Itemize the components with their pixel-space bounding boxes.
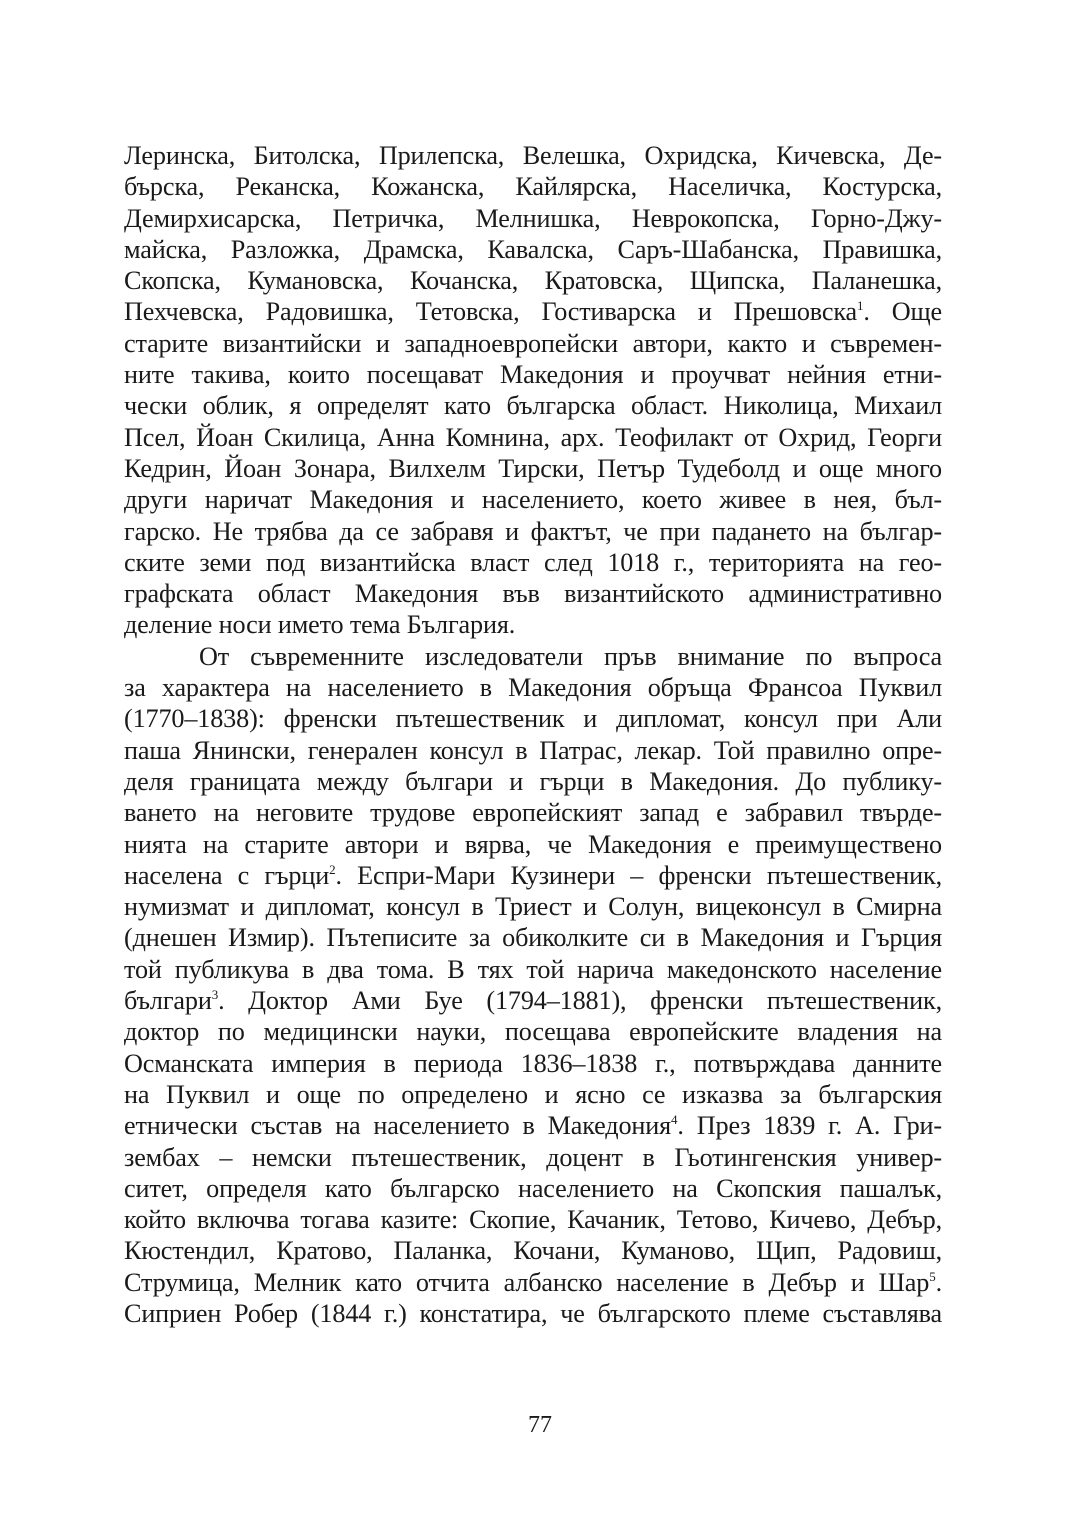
footnote-ref-4[interactable]: 4 — [671, 1112, 678, 1128]
text-segment: . През 1839 г. А. Гри- — [677, 1111, 942, 1141]
text-segment: . Еспри-Мари Кузинери – френски пътешественик, — [335, 860, 942, 890]
text-line — [124, 296, 942, 327]
text-line: Псел, Йоан Скилица, Анна Комнина, арх. Теофилакт от Охрид, Георги — [124, 422, 942, 452]
footnote-ref-1[interactable]: 1 — [857, 298, 864, 314]
text-line: Кедрин, Йоан Зонара, Вилхелм Тирски, Петър Тудеболд и още много — [124, 453, 942, 483]
text-segment: българи — [124, 986, 212, 1016]
text-line — [124, 1110, 942, 1141]
text-segment: етнически състав на населението в Македония — [124, 1111, 672, 1141]
text-segment: населена с гърци — [124, 860, 330, 890]
text-line: Кюстендил, Кратово, Паланка, Кочани, Куманово, Щип, Радовиш, — [124, 1236, 942, 1266]
footnote-ref-3[interactable]: 3 — [211, 987, 219, 1003]
text-line: за характера на населението в Македония обръща Франсоа Пуквил — [124, 673, 942, 703]
text-line: деление носи името тема България. — [124, 610, 516, 640]
text-line: доктор по медицински науки, посещава европейските владения на — [124, 1017, 942, 1047]
text-line: графската област Македония във византийското административно — [124, 579, 942, 609]
text-line: той публикува в два тома. В тях той нарича македонското население — [124, 954, 942, 984]
text-line: От съвременните изследователи пръв внимание по въпроса — [199, 641, 942, 671]
paragraph-2 — [124, 641, 942, 1330]
text-line: Леринска, Битолска, Прилепска, Велешка, Охридска, Кичевска, Де- — [124, 141, 942, 170]
text-segment: Струмица, Мелник като отчита албанско население в Дебър и Шар — [124, 1267, 930, 1297]
text-line: ските земи под византийска власт след 1018 г., територията на гео- — [124, 547, 942, 577]
text-line: Скопска, Кумановска, Кочанска, Кратовска, Щипска, Паланешка, — [124, 266, 942, 296]
text-line: Османската империя в периода 1836–1838 г., потвърждава данните — [124, 1048, 942, 1078]
text-line: ситет, определя като българско населението на Скопския пашалък, — [124, 1173, 942, 1203]
text-line: майска, Разложка, Драмска, Кавалска, Саръ-Шабанска, Правишка, — [124, 234, 942, 264]
text-line: бърска, Реканска, Кожанска, Кайлярска, Населичка, Костурска, — [124, 172, 942, 202]
page-body — [124, 140, 942, 1329]
text-segment: . Доктор Ами Буе (1794–1881), френски пътешественик, — [218, 986, 942, 1016]
footnote-ref-5[interactable]: 5 — [929, 1268, 936, 1284]
text-line: паша Янински, генерален консул в Патрас, лекар. Той правилно опре- — [124, 735, 942, 765]
page-number: 77 — [528, 1412, 552, 1438]
text-line: нията на старите автори и вярва, че Македония е преимуществено — [124, 829, 942, 859]
text-line: който включва тогава казите: Скопие, Качаник, Тетово, Кичево, Дебър, — [124, 1205, 942, 1235]
text-line: деля границата между българи и гърци в Македония. До публику- — [124, 766, 942, 796]
text-line: (днешен Измир). Пътеписите за обиколките си в Македония и Гърция — [124, 923, 942, 953]
text-line: гарско. Не трябва да се забравя и фактът, че при падането на българ- — [124, 516, 942, 546]
text-line: зембах – немски пътешественик, доцент в Гьотингенския универ- — [124, 1142, 942, 1172]
text-line: чески облик, я определят като българска област. Николица, Михаил — [124, 391, 942, 421]
text-line: нумизмат и дипломат, консул в Триест и Солун, вицеконсул в Смирна — [124, 892, 942, 922]
text-line: старите византийски и западноевропейски автори, както и съвремен- — [124, 328, 942, 358]
text-segment: Пехчевска, Радовишка, Тетовска, Гостиварска и Прешовска — [124, 297, 857, 327]
text-segment: . — [935, 1267, 942, 1297]
text-line: на Пуквил и още по определено и ясно се изказва за българския — [124, 1079, 942, 1109]
text-line: Демирхисарска, Петричка, Мелнишка, Неврокопска, Горно-Джу- — [124, 203, 942, 233]
paragraph-1 — [124, 140, 942, 641]
footnote-ref-2[interactable]: 2 — [329, 861, 336, 877]
text-line: други наричат Македония и населението, което живее в нея, бъл- — [124, 485, 942, 515]
text-line: (1770–1838): френски пътешественик и дипломат, консул при Али — [124, 704, 942, 734]
text-segment: . Още — [863, 297, 942, 327]
text-line: ните такива, които посещават Македония и проучват нейния етни- — [124, 360, 942, 390]
text-line — [124, 1267, 942, 1298]
text-line — [124, 985, 942, 1016]
text-line: Сиприен Робер (1844 г.) констатира, че българското племе съставлява — [124, 1298, 942, 1328]
text-line: ването на неговите трудове европейският запад е забравил твърде- — [124, 798, 942, 828]
text-line — [124, 860, 942, 891]
